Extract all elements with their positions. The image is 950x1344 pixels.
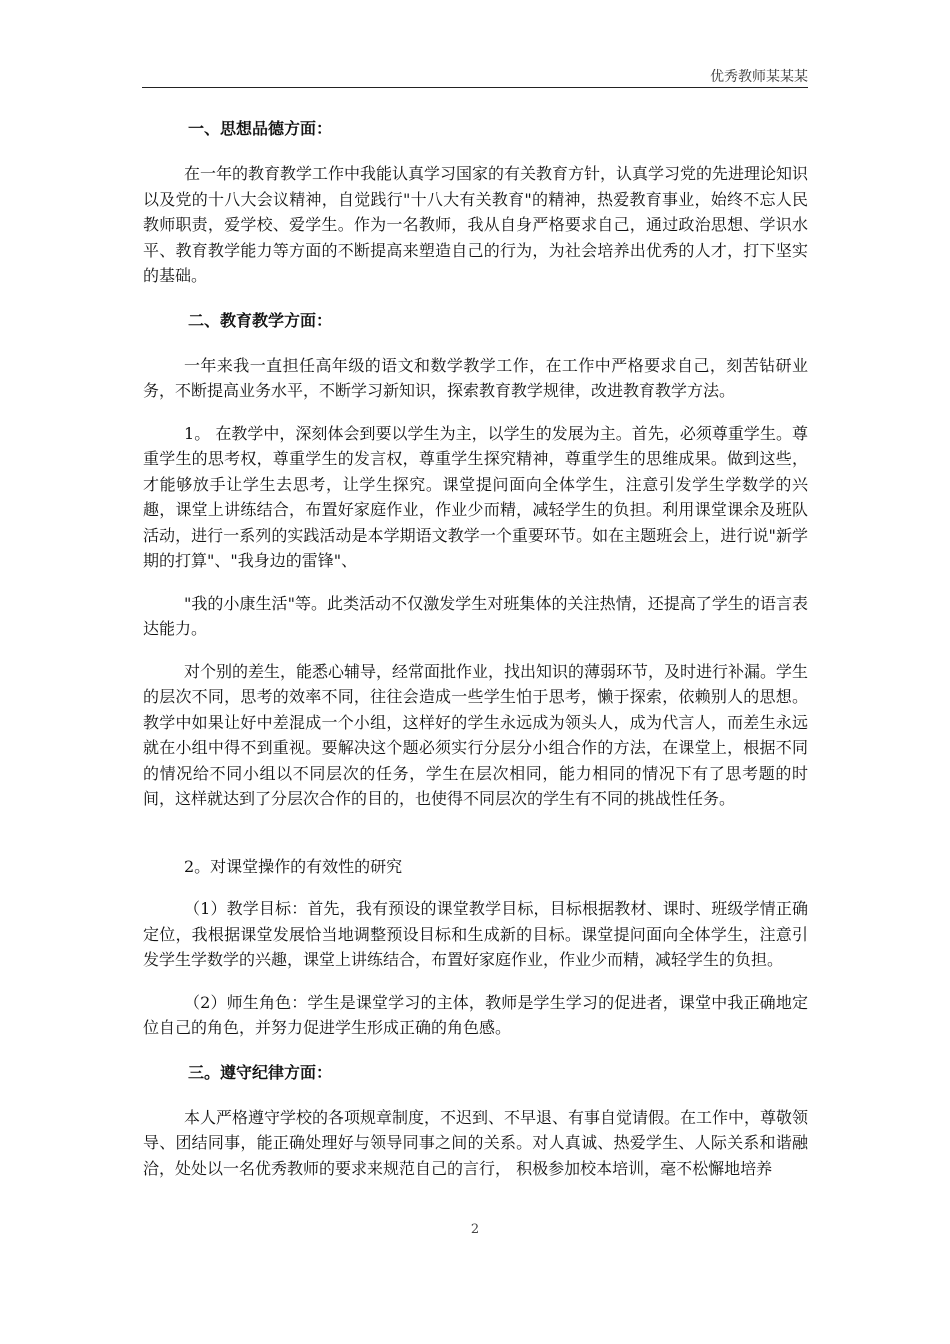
section-heading-2: 二、教育教学方面：: [188, 310, 333, 330]
paragraph-1: 在一年的教育教学工作中我能认真学习国家的有关教育方针，认真学习党的先进理论知识以及党的十八大会议精神，自觉践行"十八大有关教育"的精神，热爱教育事业，始终不忘人民教师职责，爱学校、爱学生。作为一名教师，我从自身严格要求自己，通过政治思想、学识水平、教育教学能力等方面的不断提高来塑造自己的行为，为社会培养出优秀的人才，打下坚实的基础。: [143, 164, 809, 285]
document-body: [143, 114, 808, 1181]
paragraph-9: 本人严格遵守学校的各项规章制度，不迟到、不早退、有事自觉请假。在工作中，尊敬领导、团结同事，能正确处理好与领导同事之间的关系。对人真诚、热爱学生、人际关系和谐融洽，处处以一名优秀教师的要求来规范自己的言行， 积极参加校本培训，毫不松懈地培养: [143, 1107, 809, 1178]
paragraph-5: 对个别的差生，能悉心辅导，经常面批作业，找出知识的薄弱环节，及时进行补漏。学生的层次不同，思考的效率不同，往往会造成一些学生怕于思考，懒于探索，依赖别人的思想。教学中如果让好中差混成一个小组，这样好的学生永远成为领头人，成为代言人，而差生永远就在小组中得不到重视。要解决这个题必须实行分层分小组合作的方法，在课堂上，根据不同的情况给不同小组以不同层次的任务，学生在层次相同，能力相同的情况下有了思考题的时间，这样就达到了分层次合作的目的，也使得不同层次的学生有不同的挑战性任务。: [143, 661, 809, 808]
section-heading-1: 一、思想品德方面：: [188, 119, 333, 138]
paragraph-3: 1。 在教学中，深刻体会到要以学生为主，以学生的发展为主。首先，必须尊重学生。尊重学生的思考权，尊重学生的发言权，尊重学生探究精神，尊重学生的思维成果。做到这些，才能够放手让学生去思考，让学生探究。课堂提问面向全体学生，注意引发学生学数学的兴趣，课堂上讲练结合，布置好家庭作业，作业少而精，减轻学生的负担。利用课堂课余及班队活动，进行一系列的实践活动是本学期语文教学一个重要环节。如在主题班会上，进行说"新学期的打算"、"我身边的雷锋"、: [143, 423, 808, 570]
paragraph-2: 一年来我一直担任高年级的语文和数学教学工作，在工作中严格要求自己，刻苦钻研业务，不断提高业务水平，不断学习新知识，探索教育教学规律，改进教育教学方法。: [143, 355, 808, 400]
header-divider: [142, 87, 808, 88]
paragraph-8: （2）师生角色：学生是课堂学习的主体，教师是学生学习的促进者，课堂中我正确地定位自己的角色，并努力促进学生形成正确的角色感。: [143, 992, 808, 1037]
paragraph-7: （1）教学目标：首先，我有预设的课堂教学目标，目标根据教材、课时、班级学情正确定位，我根据课堂发展恰当地调整预设目标和生成新的目标。课堂提问面向全体学生，注意引发学生学数学的兴趣，课堂上讲练结合，布置好家庭作业，作业少而精，减轻学生的负担。: [143, 899, 808, 969]
page-number: 2: [470, 1222, 480, 1237]
section-heading-3: 三。遵守纪律方面：: [188, 1062, 333, 1082]
page-header: 优秀教师某某某: [710, 69, 808, 85]
paragraph-4: "我的小康生活"等。此类活动不仅激发学生对班集体的关注热情，还提高了学生的语言表达能力。: [143, 593, 808, 638]
paragraph-6: 2。对课堂操作的有效性的研究: [184, 856, 403, 876]
